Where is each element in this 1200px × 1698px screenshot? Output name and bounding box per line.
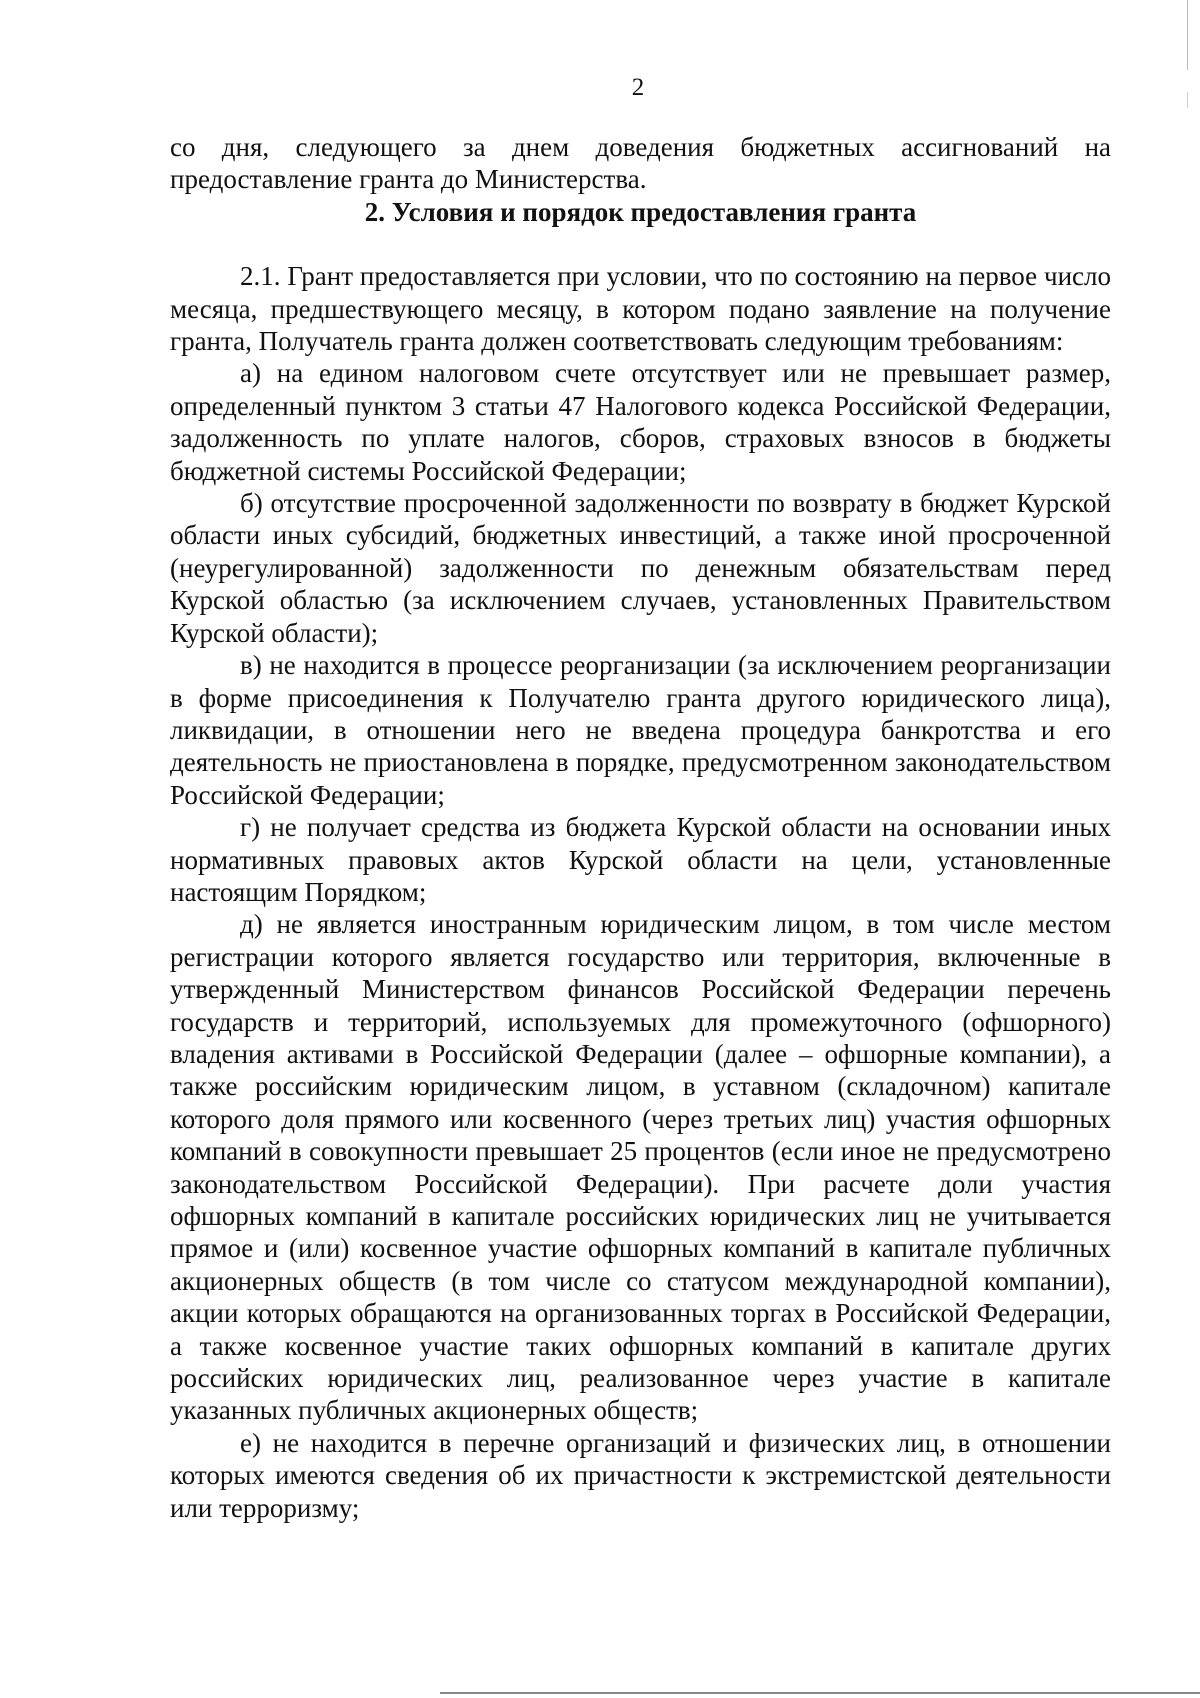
section-heading: 2. Условия и порядок предоставления гранта [364,196,917,227]
list-item-a: а) на едином налоговом счете отсутствует или не превышает размер, определенный пунктом 3 статьи 47 Налогового кодекса Российской Федерации, задолженность по уплате налогов, сборов, страховых взносов в бюджеты бюджетной системы Российской Федерации; [170,358,1111,486]
list-item-d: д) не является иностранным юридическим лицом, в том числе местом регистрации которого является государство или территория, включенные в утвержденный Министерством финансов Российской Федерации перечень государств и территорий, используемых для промежуточного (офшорного) владения активами в Российской Федерации (далее – офшорные компании), а также российским юридическим лицом, в уставном (складочном) капитале которого доля прямого или косвенного (через третьих лиц) участия офшорных компаний в совокупности превышает 25 процентов (если иное не предусмотрено законодательством Российской Федерации). При расчете доли участия офшорных компаний в капитале российских юридических лиц не учитывается прямое и (или) косвенное участие офшорных компаний в капитале публичных акционерных обществ (в том числе со статусом международной компании), акции которых обращаются на организованных торгах в Российской Федерации, а также косвенное участие таких офшорных компаний в капитале других российских юридических лиц, реализованное через участие в капитале указанных публичных акционерных обществ; [170,909,1111,1426]
clause-2-1: 2.1. Грант предоставляется при условии, что по состоянию на первое число месяца, предшествующего месяцу, в котором подано заявление на получение гранта, Получатель гранта должен соответствовать следующим требованиям: [170,261,1111,357]
scan-bottom-edge [440,1692,1200,1694]
scan-edge-line [1187,0,1188,1698]
list-item-b: б) отсутствие просроченной задолженности по возврату в бюджет Курской области иных субсидий, бюджетных инвестиций, а также иной просроченной (неурегулированной) задолженности по денежным обязательствам перед Курской областью (за исключением случаев, установленных Правительством Курской области); [170,488,1111,648]
page-number: 2 [631,74,645,101]
lead-paragraph: со дня, следующего за днем доведения бюджетных ассигнований на предоставление гранта до Министерства. [170,132,1111,195]
list-item-g: г) не получает средства из бюджета Курской области на основании иных нормативных правовых актов Курской области на цели, установленные настоящим Порядком; [170,812,1111,907]
list-item-e: е) не находится в перечне организаций и физических лиц, в отношении которых имеются сведения об их причастности к экстремистской деятельности или терроризму; [170,1427,1111,1523]
list-item-v: в) не находится в процессе реорганизации (за исключением реорганизации в форме присоединения к Получателю гранта другого юридического лица), ликвидации, в отношении него не введена процедура банкротства и его деятельность не приостановлена в порядке, предусмотренном законодательством Российской Федерации; [170,650,1111,810]
document-body [170,131,1111,1524]
